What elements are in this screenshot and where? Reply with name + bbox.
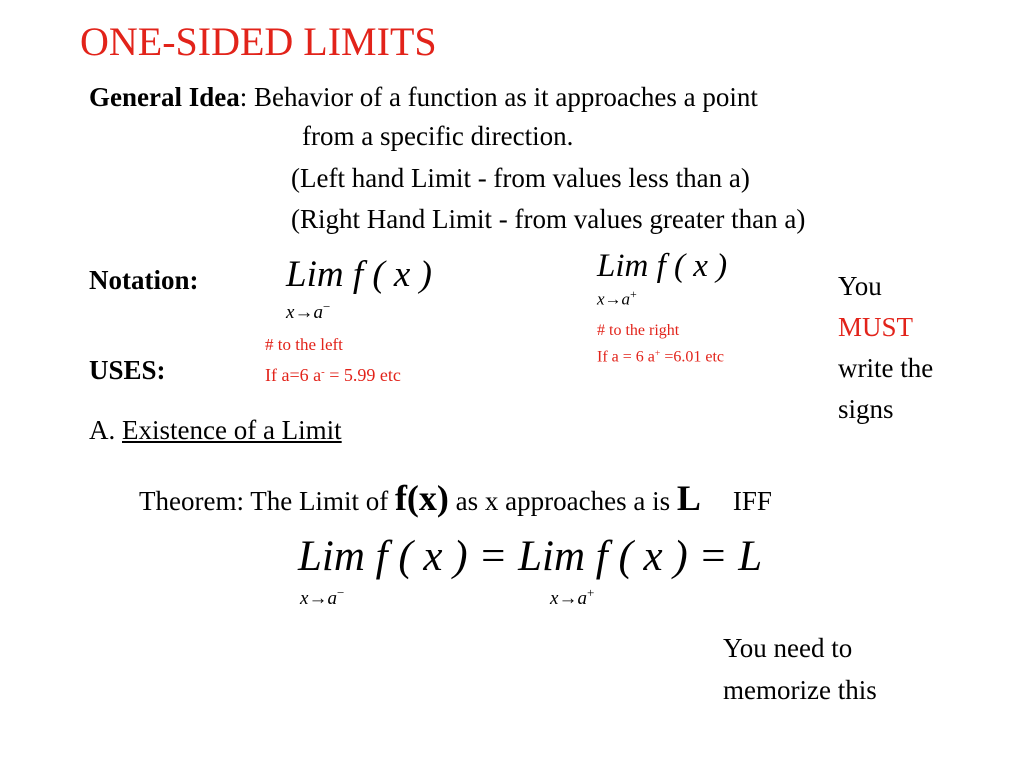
equation-subscript-left: x→a− [300, 585, 345, 610]
general-idea-text1: : Behavior of a function as it approaches a point [239, 82, 758, 112]
right-limit-expression: Lim f ( x ) [597, 248, 728, 284]
left-note-1: # to the left [265, 335, 343, 354]
general-idea-line1 [89, 82, 758, 113]
general-idea-line2: from a specific direction. [302, 121, 574, 151]
theorem-statement: Theorem: The Limit of f(x) as x approaches a is L IFF [139, 478, 772, 518]
general-idea-label: General Idea [89, 82, 240, 112]
existence-of-limit-title: Existence of a Limit [122, 415, 342, 445]
equation-subscript-right: x→a+ [550, 585, 595, 610]
slide-title: ONE-SIDED LIMITS [80, 19, 437, 64]
left-limit-expression: Lim f ( x ) [286, 254, 432, 295]
right-note-1: # to the right [597, 322, 680, 339]
general-idea-line4: (Right Hand Limit - from values greater than a) [291, 204, 806, 234]
limit-equation: Lim f ( x ) = Lim f ( x ) = L [298, 533, 763, 580]
memorize-note: You need to memorize this [723, 633, 877, 705]
uses-label: USES: [89, 355, 166, 385]
general-idea-line3: (Left hand Limit - from values less than a) [291, 163, 750, 193]
section-a-heading: A. Existence of a Limit [89, 415, 342, 445]
left-note-2: If a=6 a- = 5.99 etc [265, 364, 401, 385]
left-limit-subscript: x→a− [286, 299, 331, 324]
right-limit-subscript: x→a+ [597, 287, 637, 309]
must-write-signs-note: You MUST write the signs [838, 271, 934, 424]
right-note-2: If a = 6 a+ =6.01 etc [597, 348, 724, 366]
notation-label: Notation: [89, 265, 199, 295]
